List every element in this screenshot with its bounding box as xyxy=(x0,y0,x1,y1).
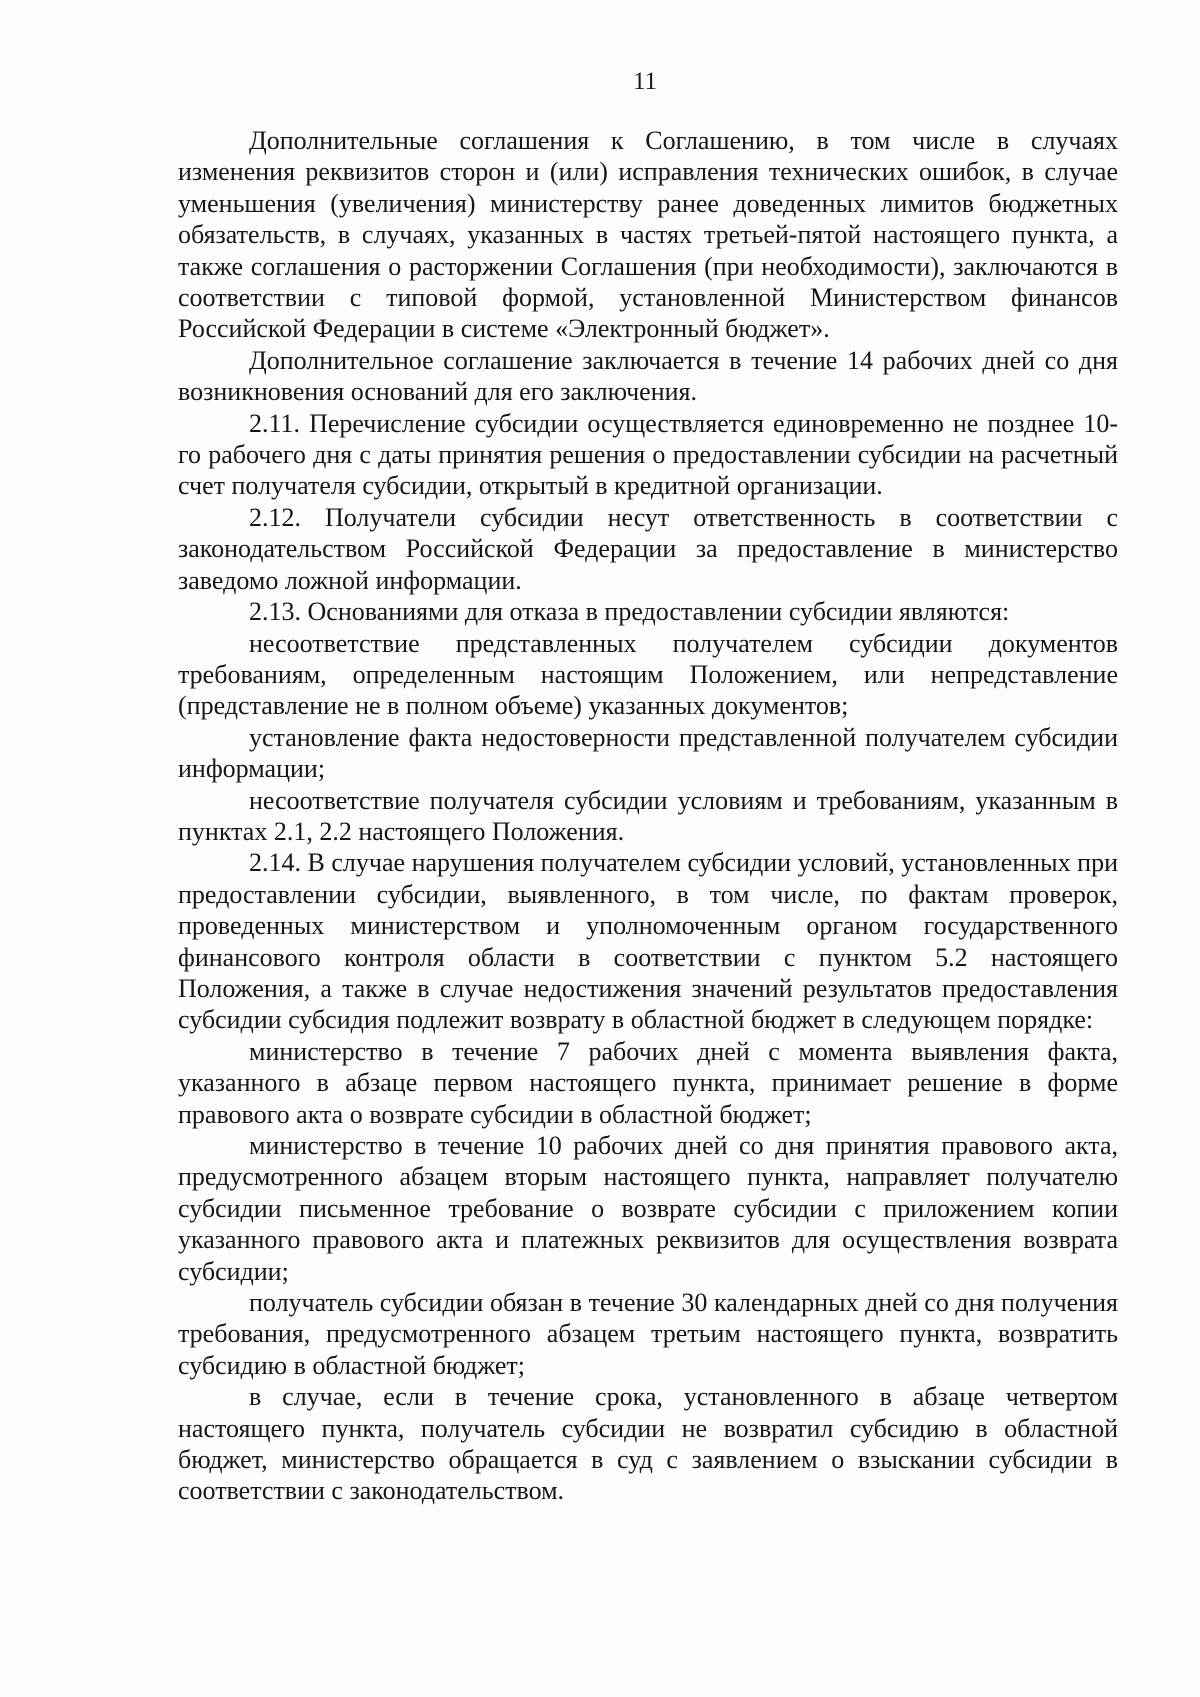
paragraph: Дополнительное соглашение заключается в течение 14 рабочих дней со дня возникновения оснований для его заключения. xyxy=(178,345,1118,407)
paragraph: получатель субсидии обязан в течение 30 календарных дней со дня получения требования, предусмотренного абзацем третьим настоящего пункта, возвратить субсидию в областной бюджет; xyxy=(178,1288,1118,1380)
paragraph: в случае, если в течение срока, установленного в абзаце четвертом настоящего пункта, получатель субсидии не возвратил субсидию в областной бюджет, министерство обращается в суд с заявлением о взыскании субсидии в соответствии с законодательством. xyxy=(178,1382,1118,1506)
page-number: 11 xyxy=(632,68,658,95)
paragraph: установление факта недостоверности представленной получателем субсидии информации; xyxy=(178,722,1118,784)
paragraph: Дополнительные соглашения к Соглашению, в том числе в случаях изменения реквизитов сторон и (или) исправления технических ошибок, в случае уменьшения (увеличения) министерству ранее доведенных лимитов бюджетных обязательств, в случаях, указанных в частях третьей-пятой настоящего пункта, а также соглашения о расторжении Соглашения (при необходимости), заключаются в соответствии с типовой формой, установленной Министерством финансов Российской Федерации в системе «Электронный бюджет». xyxy=(178,126,1118,344)
paragraph: несоответствие получателя субсидии условиям и требованиям, указанным в пунктах 2.1, 2.2 настоящего Положения. xyxy=(178,785,1118,846)
paragraph: 2.11. Перечисление субсидии осуществляется единовременно не позднее 10-го рабочего дня с даты принятия решения о предоставлении субсидии на расчетный счет получателя субсидии, открытый в кредитной организации. xyxy=(178,408,1118,501)
document-body xyxy=(178,125,1118,1507)
paragraph: министерство в течение 7 рабочих дней с момента выявления факта, указанного в абзаце первом настоящего пункта, принимает решение в форме правового акта о возврате субсидии в областной бюджет; xyxy=(178,1036,1118,1129)
paragraph: 2.12. Получатели субсидии несут ответственность в соответствии с законодательством Российской Федерации за предоставление в министерство заведомо ложной информации. xyxy=(178,502,1118,595)
paragraph: несоответствие представленных получателем субсидии документов требованиям, определенным настоящим Положением, или непредставление (представление не в полном объеме) указанных документов; xyxy=(178,628,1118,721)
paragraph: 2.14. В случае нарушения получателем субсидии условий, установленных при предоставлении субсидии, выявленного, в том числе, по фактам проверок, проведенных министерством и уполномоченным органом государственного финансового контроля области в соответствии с пунктом 5.2 настоящего Положения, а также в случае недостижения значений результатов предоставления субсидии субсидия подлежит возврату в областной бюджет в следующем порядке: xyxy=(178,848,1118,1035)
paragraph: министерство в течение 10 рабочих дней со дня принятия правового акта, предусмотренного абзацем вторым настоящего пункта, направляет получателю субсидии письменное требование о возврате субсидии с приложением копии указанного правового акта и платежных реквизитов для осуществления возврата субсидии; xyxy=(178,1131,1118,1286)
paragraph: 2.13. Основаниями для отказа в предоставлении субсидии являются: xyxy=(249,597,1010,627)
